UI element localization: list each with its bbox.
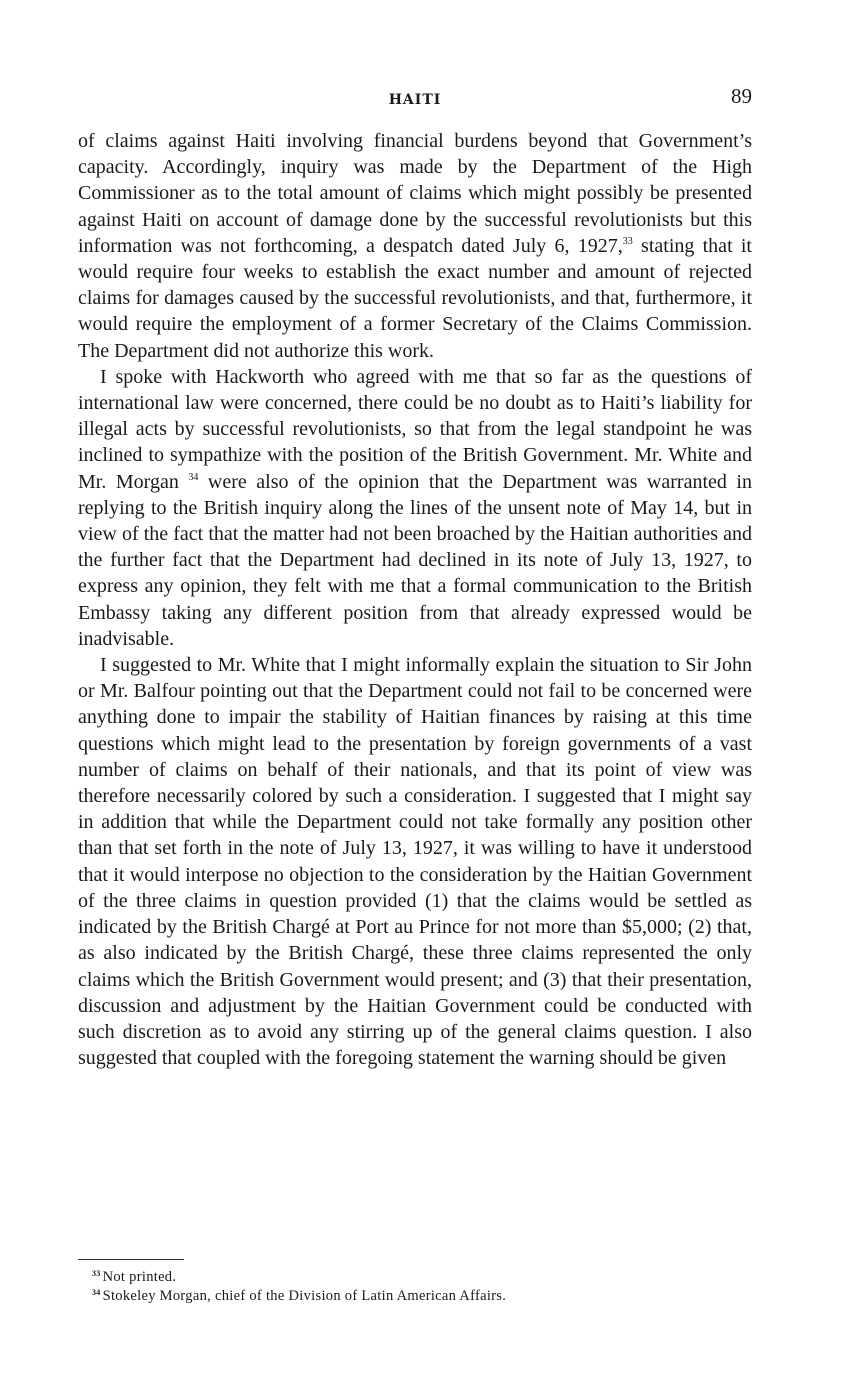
paragraph-text: of claims against Haiti involving financial burdens beyond that Government’s capacity. Accordingly, inquiry was made by the Department of the High Commissioner as to the total amount of claims which might possibly be presented against Haiti on account of damage done by the successful revolutionists but this information was not forthcoming, a despatch dated July 6, 1927,	[78, 130, 752, 257]
footnote-mark: 34	[92, 1288, 101, 1297]
paragraph-continued	[78, 128, 752, 364]
footnotes	[92, 1268, 752, 1306]
page-number: 89	[731, 84, 752, 108]
paragraph-text: I spoke with Hackworth who agreed with me that so far as the questions of international law were concerned, there could be no doubt as to Haiti’s liability for illegal acts by successful revolutionists, so that from the legal standpoint he was inclined to sympathize with the position of the British Government. Mr. White and Mr. Morgan	[78, 365, 752, 493]
footnote-text: Not printed.	[102, 1269, 177, 1285]
footnote-mark: 33	[92, 1269, 101, 1278]
paragraph	[78, 364, 752, 652]
paragraph: I suggested to Mr. White that I might informally explain the situation to Sir John or Mr. Balfour pointing out that the Department could not fail to be concerned were anything done to impair the stability of Haitian finances by raising at this time questions which might lead to the presentation by foreign governments of a vast number of claims on behalf of their nationals, and that its point of view was therefore necessarily colored by such a consideration. I suggested that I might say in addition that while the Department could not take formally any position other than that set forth in the note of July 13, 1927, it was willing to have it understood that it would interpose no objection to the consideration by the Haitian Government of the three claims in question provided (1) that the claims would be settled as indicated by the British Chargé at Port au Prince for not more than $5,000; (2) that, as also indicated by the British Chargé, these three claims represented the only claims which the British Government would present; and (3) that their presentation, discussion and adjustment by the Haitian Government could be conducted with such discretion as to avoid any stirring up of the general claims question. I also suggested that coupled with the foregoing statement the warning should be given	[78, 654, 752, 1070]
footnote-ref: 33	[622, 235, 633, 247]
footnote	[92, 1287, 752, 1306]
footnote-ref: 34	[188, 471, 199, 483]
page-header	[78, 84, 752, 114]
paragraph-text: were also of the opinion that the Department was warranted in replying to the British inquiry along the lines of the unsent note of May 14, but in view of the fact that the matter had not been broached by the Haitian authorities and the further fact that the Department had declined in its note of July 13, 1927, to express any opinion, they felt with me that a formal communication to the British Embassy taking any different position from that already expressed would be inadvisable.	[78, 470, 752, 650]
body-text	[78, 128, 752, 1071]
paragraph-text: stating that it would require four weeks to establish the exact number and amount of rejected claims for damages caused by the successful revolutionists, and that, furthermore, it would require the employment of a former Secretary of the Claims Commission. The Department did not authorize this work.	[78, 234, 752, 362]
running-head: HAITI	[388, 92, 442, 108]
footnote-divider	[78, 1259, 184, 1260]
footnote	[92, 1268, 752, 1287]
footnote-text: Stokeley Morgan, chief of the Division of Latin American Affairs.	[102, 1288, 507, 1304]
